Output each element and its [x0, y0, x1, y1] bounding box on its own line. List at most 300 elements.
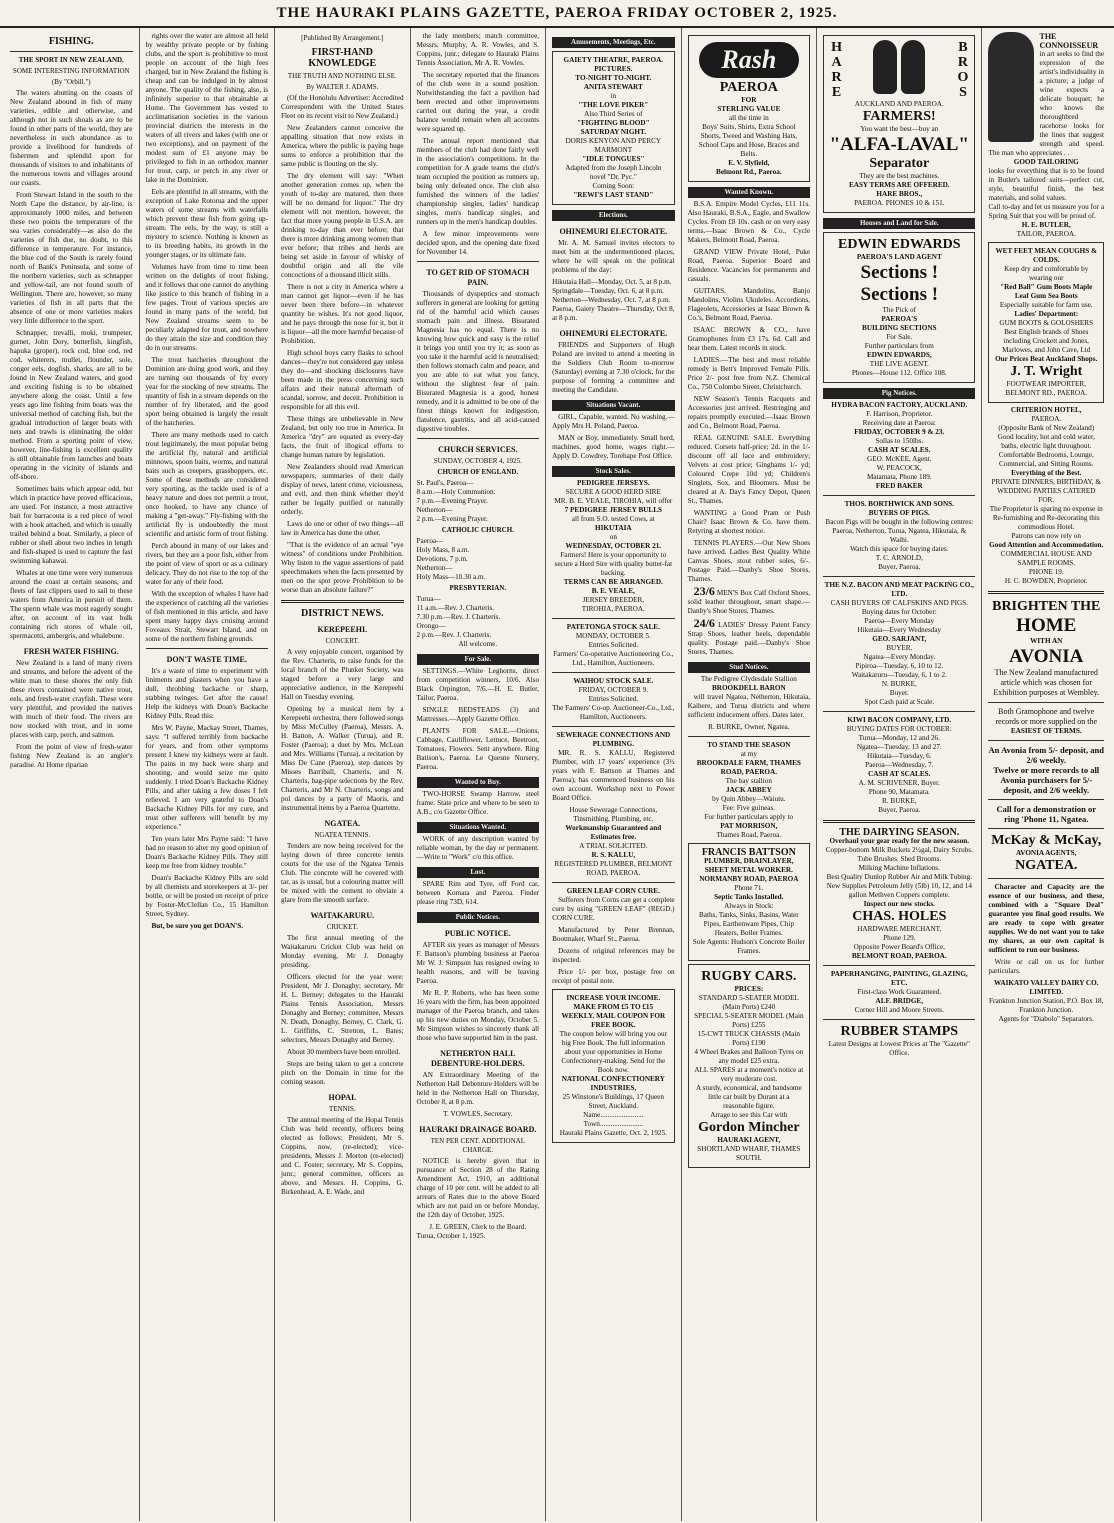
- notice-title: HAURAKI DRAINAGE BOARD.: [419, 1125, 537, 1134]
- ad-line: GEO. SARJANT,: [872, 635, 927, 643]
- notice-title: OHINEMURI ELECTORATE.: [559, 227, 668, 236]
- ad-line: Spot Cash paid at Scale.: [864, 698, 935, 706]
- ad-line: Belmont Rd., Paeroa.: [716, 168, 782, 176]
- ad-line: Ngatea—Tuesday, 13 and 27.: [856, 743, 942, 751]
- classified-heading: Houses and Land for Sale.: [823, 218, 975, 229]
- theatre-name: GAIETY THEATRE, PAEROA.: [563, 56, 664, 64]
- column-7: [817, 28, 982, 1521]
- ad-line: GEO. McKEE, Agent.: [867, 455, 932, 463]
- ad-line: For further particulars apply to: [704, 813, 794, 821]
- ad-line: PRICES:: [734, 985, 764, 993]
- ad-line: A TRIAL SOLICITED.: [579, 842, 648, 850]
- classified-ad: SINGLE BEDSTEADS (3) and Mattresses.—Apply Gazette Office.: [416, 706, 540, 723]
- ad-line: Coming Soon:: [592, 182, 635, 190]
- ad-line: THE LIVE AGENT.: [869, 360, 929, 368]
- paragraph: Officers elected for the year were: President, Mr J. Donaghy; secretary, Mr H. L. Berney; delegates to the Hauraki Plains Tennis Association, Messrs Donaghy and Berney; committee, Messrs N. Death, Donaghy, Berney, C. Clark, G. L. Griffiths, C. Stretton, L. Bates; selectors, Messrs Donaghy and Berney.: [281, 973, 404, 1044]
- paragraph: Eels are plentiful in all streams, with the exception of Lake Rotorua and the upper waters of some streams with waterfalls which prevent these fish from going up-stream. The eels, by the way, is still a mystery to science. Nothing is known as to its breeding habits, its growth in the younger stages, or its ultimate fate.: [145, 188, 269, 259]
- ad-line: Boys' Suits, Shirts, Extra School Shorts, Tweed and Washing Hats, School Caps and Hose, Braces and Belts.: [698, 123, 799, 158]
- ad-line: Latest Designs at Lowest Prices at The "Gazette" Office.: [828, 1040, 970, 1057]
- connoisseur-ad: [988, 32, 1104, 239]
- classified-heading: Public Notices.: [417, 912, 540, 923]
- ad-line: Arrage to see this Car with: [710, 1111, 788, 1119]
- section-heading: HOPAI.: [328, 1093, 357, 1102]
- ad-line: F. Harrison, Proprietor.: [866, 410, 933, 418]
- paragraph: There are many methods used to catch trout legitimately, the most popular being the artificial fly, natural and artificial minnows, spoon baits, worms, and natural baits such as creepers, grasshoppers, etc. Some of these methods are considered very sporting, as the tackle used is of a heavy nature and does not permit a trout, once hooked, to have any chance of making a "get-away." Fly-fishing with the artificial fly is undoubtedly the most scientific and artistic form of trout fishing.: [145, 431, 269, 538]
- ad-title: TO STAND THE SEASON: [707, 741, 791, 749]
- section-title: DISTRICT NEWS.: [300, 608, 384, 619]
- ad-title: THE CONNOISSEUR: [1039, 32, 1099, 50]
- ad-title: CRITERION HOTEL,: [1010, 406, 1082, 414]
- column-5: [546, 28, 682, 1521]
- ad-line: all the time in: [728, 114, 769, 122]
- column-3: [275, 28, 411, 1521]
- ad-line: Watch this space for buying dates.: [850, 545, 949, 553]
- ad-line: all from S.O. tested Cows, at: [571, 515, 655, 523]
- classified-ad: WANTING a Good Pram or Push Chair? Isaac Brown & Co. have them. Retyring at shortest notice.: [687, 509, 811, 535]
- service-line: Paeroa—: [416, 537, 444, 545]
- paragraph: the lady members; match committee, Messrs. Murphy, A. R. Vowles, and S. Coppins, junr.; delegate to Hauraki Plains Tennis Association, Mr A. R. Vowles.: [416, 32, 540, 67]
- pig-notices: [823, 401, 975, 815]
- notice-text: Mr R. P. Roberts, who has been some 16 years with the firm, has been appointed manager of the Paeroa branch, and takes up his new duties on Monday, October 5. Mr Simpson wishes to sincerely thank all those who have supported him in the past.: [416, 989, 540, 1042]
- classified-heading: Stud Notices.: [688, 662, 811, 673]
- ad-line: EASY TERMS ARE OFFERED.: [848, 181, 950, 189]
- ad-line: Ladies' Department:: [1014, 310, 1079, 318]
- ad-line: B. E. VEALE,: [591, 587, 635, 595]
- ad-line: FARMERS!: [862, 109, 936, 124]
- ad-line: MR. B. E. VEALE, TIROHIA, will offer: [554, 497, 673, 505]
- ad-line: Buyer, Paeroa.: [878, 806, 921, 814]
- ad-title: PATETONGA STOCK SALE.: [566, 623, 660, 631]
- ad-line: Ngatea—Every Monday.: [863, 653, 936, 661]
- ad-line: BUYING DATES FOR OCTOBER:: [846, 725, 952, 733]
- ad-line: SECURE A GOOD HERD SIRE: [565, 488, 661, 496]
- section-subheading: TENNIS.: [328, 1105, 356, 1113]
- paragraph: There is not a city in America where a man cannot get liquor—even if he has never been there before—in whatever quantity he wishes. It's not good liquor, and he pays through the nose for it, but it is liquor—all the more harmful because of Prohibition.: [281, 283, 404, 345]
- ad-text: Sufferers from Corns can get a complete cure by using "GREEN LEAF" (REGD.) CORN CURE.: [552, 896, 675, 922]
- section-subheading: NGATEA TENNIS.: [314, 831, 371, 839]
- ad-line: SHORTLAND WHARF, THAMES SOUTH.: [697, 1145, 801, 1162]
- ad-line: T. C. ARNOLD,: [875, 554, 923, 562]
- ad-line: They are the best machines.: [859, 172, 940, 180]
- ad-line: in: [610, 92, 617, 100]
- ad-line: BUILDING SECTIONS: [862, 324, 937, 332]
- column-6: [682, 28, 818, 1521]
- paragraph: A few minor improvements were decided upon, and the opening date fixed for November 14.: [416, 230, 540, 256]
- column-2: [140, 28, 276, 1521]
- theatre-ad: [552, 51, 675, 205]
- ad-line: Both Gramophone and twelve records or more supplied on the: [995, 707, 1098, 726]
- paragraph: Volumes have from time to time been written on the delights of trout fishing, and it follows that one cannot do anything like justice to this branch of fishing in a few pages. Trout of various species are found in many parts of the world, but New Zealand streams seem to be peculiarly adapted for trout, and nowhere do they attain the size and condition they do in our streams.: [145, 263, 269, 352]
- ad-line: "REWI'S LAST STAND": [573, 191, 654, 199]
- ad-line: Everything of the Best.: [1011, 469, 1082, 477]
- ad-line: Paeroa, Netherton, Turua, Ngatea, Hikutaia, & Waihi.: [832, 527, 967, 544]
- ad-line: N. BURKE,: [881, 680, 917, 688]
- paragraph: These things are unbelievable in New Zealand, but only too true in America. In America "dry" are equated as every-day facts, the fruit of illogical efforts to change human nature by legislation.: [281, 415, 404, 459]
- paragraph: (Of the Honolulu Advertiser: Accredited Correspondent with the United States Fleet on its recent visit to New Zealand.): [281, 94, 404, 120]
- service-line: 2 p.m.—Rev. J. Charteris.: [416, 631, 492, 639]
- ad-line: Inspect our new stocks.: [863, 900, 935, 908]
- ad-text: MR. R. S. KALLU, Registered Plumber, with 17 years' experience (3½ years with F. Battson at Thames and Paeroa), has commenced business on his own account. Workshop next to Power Board Office.: [552, 749, 675, 802]
- paragraph: But, be sure you get DOAN'S.: [151, 922, 244, 930]
- hare-bros-ad: [823, 35, 975, 213]
- classified-ad: TENNIS PLAYERS.—Our New Shoes have arrived. Ladies Best Quality White Canvas Shoes, stout rubber soles, 6/-. Postage Paid.—Danby's Shoe Stores, Thames.: [687, 539, 811, 583]
- ad-line: Phones—House 112. Office 108.: [851, 369, 947, 377]
- ad-line: E. V. Slyfield,: [728, 159, 770, 167]
- ad-line: CASH AT SCALES.: [868, 446, 931, 454]
- ad-text: Manufactured by Peter Brennan, Bootmaker, Wharf St., Paeroa.: [552, 926, 675, 943]
- section-heading: NGATEA.: [324, 819, 361, 828]
- paragraph: The first annual meeting of the Waitakaruru Cricket Club was held on Monday evening, Mr J. Donaghy presiding.: [281, 934, 404, 969]
- ad-line: BUYER.: [886, 644, 913, 652]
- column-8: [982, 28, 1110, 1521]
- section-heading: KEREPEEHI.: [317, 625, 368, 634]
- ad-line: Especially suitable for farm use.: [999, 301, 1093, 309]
- ad-line: The Pedigree Clydesdale Stallion: [700, 675, 797, 683]
- notice-subtitle: TEN PER CENT. ADDITIONAL CHARGE.: [430, 1137, 525, 1154]
- ad-line: WEDNESDAY, OCTOBER 21.: [565, 542, 662, 550]
- ad-line: BELMONT ROAD, PAEROA.: [851, 952, 947, 960]
- ad-line: First-class Work Guaranteed.: [857, 988, 942, 996]
- ad-line: CASH BUYERS OF CALFSKINS AND PIGS.: [830, 599, 968, 607]
- ad-line: Paeroa—Wednesday, 7.: [865, 761, 934, 769]
- ad-line: THOS. BORTHWICK AND SONS.: [844, 500, 954, 508]
- ad-line: FRED BAKER: [875, 482, 923, 490]
- ad-line: R. BURKE,: [882, 797, 917, 805]
- ad-line: R. BURKE, Owner, Ngatea.: [708, 723, 790, 731]
- rash-logo-text: Rash: [721, 45, 777, 74]
- ad-text: Price 1/- per box, postage free on receipt of postal note.: [552, 968, 675, 985]
- service-line: 2 p.m.—Evening Prayer.: [416, 515, 488, 523]
- ad-line: AVONIA: [1009, 646, 1084, 667]
- ad-line: Entries Solicited.: [588, 695, 639, 703]
- church-name: PRESBYTERIAN.: [449, 584, 507, 592]
- ad-line: HARDWARE MERCHANT,: [857, 925, 942, 933]
- ad-line: Gordon Mincher: [698, 1120, 800, 1135]
- ad-line: RUBBER STAMPS: [840, 1024, 959, 1039]
- notice-title: OHINEMURI ELECTORATE.: [559, 329, 668, 338]
- ad-line: REGISTERED PLUMBER, BELMONT ROAD, PAEROA.: [554, 860, 673, 877]
- criterion-hotel-ad: [988, 406, 1104, 586]
- ad-line: PAEROA. PHONES 10 & 151.: [854, 199, 945, 207]
- ad-line: JACK ABBEY: [725, 786, 772, 794]
- ad-line: BRIGHTEN THE: [992, 599, 1101, 614]
- paragraph: New Zealanders cannot conceive the appalling situation that now exists in America, where the public is paying huge sums to enforce a prohibition that the same public is flouting on the sly.: [281, 124, 404, 168]
- price: 24/6: [693, 616, 715, 630]
- service-line: 7.30 p.m.—Rev. J. Charteris.: [416, 613, 501, 621]
- service-line: Netherton—: [416, 564, 453, 572]
- service-line: Turua—: [416, 595, 441, 603]
- ad-line: "ALFA-LAVAL": [829, 134, 969, 155]
- ad-line: CASH AT SCALES.: [868, 770, 931, 778]
- paragraph: Ten years later Mrs Payne said: "I have had no reason to alter my good opinion of Doan's Backache Kidney Pills. They still keep me free from kidney trouble.": [145, 835, 269, 870]
- ad-line: 7 PEDIGREE JERSEY BULLS: [564, 506, 663, 514]
- service-line: 8 a.m.—Holy Communion.: [416, 488, 496, 496]
- ad-title: WAIHOU STOCK SALE.: [573, 677, 654, 685]
- notice-line: Springdale—Tuesday, Oct. 6, at 8 p.m.: [552, 287, 664, 295]
- dairying-ad: [823, 828, 975, 1058]
- ad-line: 25 Winstone's Buildings, 17 Queen Street, Auckland.: [562, 1093, 664, 1110]
- ad-line: Corner Hill and Moore Streets.: [854, 1006, 944, 1014]
- paragraph: High school boys carry flasks to school dances—they're not considered gay unless they do—and shocking disclosures have been made in the press concerning such affairs and their natural aftermath of scandal, sorrow, and deceit. Prohibition is responsible for all this evil.: [281, 349, 404, 411]
- column-4: [411, 28, 547, 1521]
- ad-line: PICTURES.: [594, 65, 633, 73]
- classified-ad: REAL GENUINE SALE. Everything reduced. Corsets half-price; 2d. in the 1/- discount off all lace and embroidery; Velvets at cost price; Ginghams 1/- yd; Coloured Crepe 10d yd; Children's Singlets, Sox, and Bloomers. Must be cleared at A. Day's Fancy Depot, Queen St., Thames.: [687, 434, 811, 505]
- classified-ad: WORK of any description wanted by reliable woman, by the day or permanent.—Write to "Work" c/o this office.: [416, 835, 540, 861]
- classified-ad: [687, 584, 811, 616]
- classified-ad: SETTINGS.—White Leghorns, direct from competition winners, 10/6. Also Black Orpington, 7/6.—H. E. Butler, Tailor, Paeroa.: [416, 667, 540, 702]
- ad-line: PAEROA: [719, 80, 778, 95]
- ad-line: MONDAY, OCTOBER 5.: [575, 632, 651, 640]
- ad-line: JERSEY BREEDER,: [582, 596, 645, 604]
- paragraph: From the point of view of fresh-water fishing New Zealand is an angler's paradise. At Home riparian: [10, 743, 133, 769]
- ad-line: HIKUTAIA: [595, 524, 632, 532]
- ad-line: (Opposite Bank of New Zealand): [998, 424, 1095, 432]
- price-line: STANDARD 5-SEATER MODEL (Main Ports) £240: [698, 994, 799, 1011]
- ad-line: Call for a demonstration or ring 'Phone 11, Ngatea.: [996, 804, 1096, 824]
- ad-line: Hikutaia—Every Wednesday: [857, 626, 942, 634]
- rabbit-icon: [901, 40, 925, 94]
- classified-heading: Elections.: [552, 210, 675, 221]
- stock-ad: [552, 479, 675, 614]
- battson-ad: [688, 843, 811, 961]
- notice-title: NETHERTON HALL DEBENTURE-HOLDERS.: [431, 1049, 525, 1068]
- ad-line: Farmers! Here is your opportunity to secure a Herd Sire with quality butter-fat backing.: [554, 551, 673, 577]
- ad-line: McKay & McKay,: [991, 833, 1102, 848]
- ad-line: MAKE FROM £5 TO £15 WEEKLY. MAIL COUPON FOR FREE BOOK.: [561, 1003, 666, 1029]
- paragraph: New Zealanders should read American newspapers, summaries of their daily display of news, latent crime, viciousness, and evil, and then think whether they'd rather be legally purified or naturally orderly.: [281, 463, 404, 516]
- ad-title: INCREASE YOUR INCOME.: [566, 994, 661, 1002]
- paragraph: From Stewart Island in the south to the North Cape the distance, by air-line, is approximately 1000 miles, and between these two points the temperature of the sea varies considerably—as also do the varieties of fish due, no doubt, to this difference in temperature. For instance, the blue cod of the South is rarely found north of Bank's Peninsula, and some of the northern varieties, such as schnapper and yellow-tail, are not found south of Wellington. There are, however, so many varieties of fish in all parts that the absence of one or more varieties makes very little difference to the sport.: [10, 191, 133, 325]
- classified-ad: [687, 616, 811, 657]
- classified-heading: Lost.: [417, 867, 540, 878]
- notice-text: AN Extraordinary Meeting of the Netherton Hall Debenture Holders will be held in the Netherton Hall on Thursday, October 8, at 8 p.m.: [416, 1071, 540, 1106]
- classified-ad: LADIES.—The best and most reliable remedy is Bett's Improved Female Pills. Price 2/- post free from N.Z. Chemical Co., 750 Colombo Street, Christchurch.: [687, 356, 811, 391]
- notice-signature: T. VOWLES, Secretary.: [443, 1110, 513, 1118]
- ad-line: Matamata, Phone 189.: [866, 473, 932, 481]
- paragraph: Steps are being taken to get a concrete pitch on the Domain in time for the coming season.: [281, 1060, 404, 1086]
- ad-line: TAILOR, PAEROA.: [1016, 230, 1076, 238]
- ad-line: Good Attention and Accommodation.: [989, 541, 1104, 549]
- ad-line: DORIS KENYON AND PERCY MARMONT: [565, 137, 662, 154]
- article-subtitle: THE TRUTH AND NOTHING ELSE.: [287, 72, 397, 80]
- ad-title: GREEN LEAF CORN CURE.: [566, 887, 660, 895]
- ad-line: "THE LOVE PIKER": [578, 101, 649, 109]
- paragraph: Schnapper, trevalli, moki, trumpeter, gurnet, John Dory, butterfish, kingfish, hapuka (groper), rock cod, blue cod, red cod, whiterers, mullet, flounder, sole, conger eels, dogfish, sharks, are all to be found in New Zealand waters, and good and exciting fishing is to be obtained anywhere along the coast. Until a few years ago line fishing from boats was the universal method of catching fish, but the gradual introduction of larger boats with nets and trawls is eliminating the older method. From a sporting point of view, however, line-fishing is excellent quality is still obtainable from launches and boats operating in the vicinity of islands and off-shore.: [10, 329, 133, 481]
- classified-ad: PLANTS FOR SALE.—Onions, Cabbage, Cauliflower, Lettuce, Beetroot, Tomatoes, Flowers. Sent anywhere. Ring Batison's, Paeroa. Le Quesne Nursery, Paeroa.: [416, 727, 540, 771]
- ad-line: Overhaul your gear ready for the new season.: [829, 837, 970, 845]
- ad-line: ALL SPARES at a moment's notice at very moderate cost.: [694, 1066, 804, 1083]
- ad-line: The Proprietor is sparing no expense in Re-furnishing and Re-decorating this commodious Hotel.: [989, 505, 1103, 531]
- article-title: FIRST-HAND KNOWLEDGE: [308, 47, 377, 69]
- ad-line: Phone 129.: [883, 934, 916, 942]
- notice-line: Paeroa, Gaiety Theatre—Thursday, Oct 8, at 8 p.m.: [552, 305, 675, 322]
- ad-line: Bacon Pigs will be bought in the following centres:: [825, 518, 974, 526]
- paragraph: Doan's Backache Kidney Pills are sold by all chemists and storekeepers at 3/- per bottle, or will be posted on receipt of price by Foster-McClellan Co., 15 Hamilton Street, Sydney.: [145, 874, 269, 918]
- ad-line: Best English brands of Shoes including Crockett and Jones, Marlowes, and John Cave, Ltd: [1002, 328, 1091, 354]
- ad-title: SEWERAGE CONNECTIONS AND PLUMBING.: [556, 731, 671, 748]
- paragraph: Laws do one or other of two things—all law in America has done the other.: [281, 520, 404, 537]
- ad-line: PAEROA'S: [881, 315, 918, 323]
- section-heading: CHURCH SERVICES.: [438, 445, 518, 454]
- ad-line: HAURAKI AGENT,: [717, 1136, 781, 1144]
- ad-line: STERLING VALUE: [717, 105, 781, 113]
- ad-line: H. E. BUTLER,: [1021, 221, 1071, 229]
- ad-line: An Avonia from 5/- deposit, and 2/6 weekly.: [988, 745, 1104, 765]
- notice-text: NOTICE is hereby given that in pursuance of Section 28 of the Rating Amendment Act, 1910, an additional charge of 10 per cent. will be added to all arrears of Rates due to the above Board which are not paid on or before Monday, the 12th day of October, 1925.: [416, 1157, 540, 1219]
- byline: (By "Orbill."): [51, 78, 91, 86]
- ad-line: Hikutaia—Tuesday, 6.: [867, 752, 932, 760]
- ad-line: WITH AN: [1030, 637, 1063, 645]
- ad-line: FOR: [741, 96, 757, 104]
- ad-title: PEDIGREE JERSEYS.: [576, 479, 650, 487]
- service-line: Orongo—: [416, 622, 446, 630]
- ad-line: ANITA STEWART: [583, 83, 643, 91]
- ad-line: Separator: [869, 156, 930, 171]
- ad-line: FRIDAY, OCTOBER 9 & 23.: [854, 428, 945, 436]
- ad-line: SATURDAY NIGHT.: [580, 128, 647, 136]
- ad-line: by Quin Abbey—Waiutu.: [712, 795, 786, 803]
- ad-line: KIWI BACON COMPANY, LTD.: [847, 716, 952, 724]
- ad-line: The bay stallion: [725, 777, 772, 785]
- ad-line: H. C. BOWDEN, Proprietor.: [1004, 577, 1088, 585]
- paragraph: Whales at one time were very numerous around the coast at certain seasons, and fleets of fast clippers used to sail to these waters from America in pursuit of them. The sperm whale was most eagerly sought after, on account of its vast bulk containing rich stores of whale oil, spermacetti, ambergris, and whalebone.: [10, 569, 133, 640]
- hare-logo-text: HARE: [829, 40, 845, 100]
- avonia-ad: [988, 599, 1104, 874]
- paragraph: A very enjoyable concert, organised by the Rev. Charteris, to raise funds for the local branch of the Plunket Society, was staged before a very large and appreciative audience, in the Kerepeehi Hall on Tuesday evening.: [281, 648, 404, 701]
- ad-title: THE DAIRYING SEASON.: [839, 827, 960, 838]
- classified-heading: Situations Vacant.: [552, 400, 675, 411]
- ad-line: 4 Wheel Brakes and Balloon Tyres on any model £25 extra.: [694, 1048, 804, 1065]
- coupon-field: Name........................: [583, 1111, 644, 1119]
- ad-line: BUYERS OF PIGS.: [868, 509, 930, 517]
- ad-line: The Farmers' Co-op. Auctioneer-Co., Ltd., Hamilton, Auctioneers.: [552, 704, 675, 721]
- price-line: 15-CWT TRUCK CHASSIS (Main Ports) £190: [697, 1030, 800, 1047]
- notice-text: AFTER six years as manager of Messrs F. Battson's plumbing business at Paeroa Mr W. J. Simpson has resigned owing to health reasons, and will be leaving Paeroa.: [416, 941, 540, 985]
- ad-text: Dozens of original references may be inspected.: [552, 947, 675, 964]
- ad-line: Septic Tanks Installed.: [714, 893, 784, 901]
- ad-line: The coupon below will bring you our big Free Book. The full information about your opportunities in Home Confectionery-making. Send for the Book now.: [559, 1030, 668, 1074]
- service-line: Holy Mass—10.30 a.m.: [416, 573, 486, 581]
- ad-line: TO-NIGHT TO-NIGHT.: [575, 74, 652, 82]
- ad-text: Write or call on us for further particulars.: [988, 958, 1105, 975]
- ad-text: MEN'S Box Calf Oxford Shoes, solid leather throughout, smart shape.—Danby's Shoe Stores, Thames.: [687, 589, 811, 615]
- price-line: SPECIAL 5-SEATER MODEL (Main Ports) £255: [694, 1012, 804, 1029]
- ad-line: The New Zealand manufactured article which was chosen for Exhibition purposes at Wembley.: [993, 668, 1100, 697]
- ad-line: TERMS CAN BE ARRANGED.: [563, 578, 663, 586]
- ad-line: BROOKDALE FARM, THAMES ROAD, PAEROA.: [696, 759, 801, 776]
- ad-text: looks for everything that is to be found in Butler's tailored suits—perfect cut, style, beautiful finish, the best materials, and solid values.: [988, 167, 1105, 202]
- service-line: 7 p.m.—Evening Prayer.: [416, 497, 488, 505]
- paragraph: rights over the water are almost all held by wealthy private people or by fishing clubs, and the sport is prohibitive to most people on account of the high fees charged, but in New Zealand the fishing is cheap and can be indulged in by almost anyone. The quality of the fishing, also, is infinitely superior to that obtainable at Home. The Government has vested to acclimatisation societies in the various provincial districts the interests in the waters of all rivers and lakes (with one or two exceptions), and on payment of the modest sum of £1 anyone may be privileged to fish in an orthodox manner for trout, carp, or perch in any river or lake in the Dominion.: [145, 32, 269, 184]
- ad-line: Always in Stock:: [724, 902, 774, 910]
- rash-ad: [688, 35, 811, 182]
- ad-line: HOME: [1016, 615, 1077, 636]
- ad-line: The Pick of: [882, 306, 917, 314]
- church-name: CATHOLIC CHURCH.: [441, 526, 514, 534]
- ad-line: EDWIN EDWARDS,: [866, 351, 932, 359]
- paragraph: It's a waste of time to experiment with liniments and plasters when you have a dull, throbbing backache or sharp, stabbing twinges. Get after the cause! Help the kidneys with Doan's Backache Kidney Pills. Read this:: [145, 667, 269, 720]
- ad-line: You want the best—buy an: [860, 125, 939, 133]
- paragraph: Sometimes baits which appear odd, but which in practice have proved efficacious, are used. For instance, a most attractive bait for barracouta is a red piece of wool with a hook attached, and which is usually trailed behind a boat. Similarly, a piece of rubber or shell about two inches in length and fish-shaped is used to capture the fast swimming kahawai.: [10, 485, 133, 565]
- notice-signature: J. E. GREEN, Clerk to the Board.: [429, 1223, 527, 1231]
- paragraph: The annual report mentioned that members of the club had done fairly well in the association's competitions. In the competition for A grade teams the club's team occupied the position as runners up, being only defeated once. The club also furnished the winners of the ladies' championship singles, ladies' handicap singles, men's handicap singles, and runners up in the men's handicap doubles.: [416, 137, 540, 226]
- ad-line: House Sewerage Connections, Tinsmithing, Plumbing, etc.: [569, 806, 658, 823]
- byline: By WALTER J. ADAMS.: [306, 83, 379, 91]
- classified-ad: GUITARS, Mandolins, Banjo Mandolins, Violins Ukuleles. Accordions, Flageolets, Accessories at Isaac Brown & Co.'s, Belmont Road, Paeroa.: [687, 287, 811, 322]
- paragraph: The waters abutting on the coasts of New Zealand abound in fish of many varieties, edible and otherwise, and although not in such shoals as are to be found in other parts of the world, they are nevertheless in such abundance as to provide a livelihood for hundreds of fishermen and splendid sport for thousands of visitors to and inhabitants of the numerous towns and villages around our coasts.: [10, 89, 133, 187]
- ad-line: Patrons can now rely on: [1011, 532, 1081, 540]
- ad-line: Buyer, Paeroa.: [878, 563, 921, 571]
- price: 23/6: [693, 584, 715, 598]
- rugby-cars-ad: [688, 964, 811, 1168]
- service-line: St. Paul's, Paeroa—: [416, 479, 474, 487]
- rash-logo: [699, 42, 800, 78]
- ad-line: Sections !: [860, 284, 939, 305]
- ad-line: Comfortable Bedrooms, Lounge, Commercial, and Sitting Rooms.: [998, 451, 1094, 468]
- ad-text: LADIES' Dressy Patent Fancy Strap Shoes, leather heels, dependable quality. Postage paid.—Danby's Shoe Stores, Thames.: [687, 621, 811, 656]
- church-date: SUNDAY, OCTOBER 4, 1925.: [433, 457, 522, 465]
- ad-line: PRIVATE DINNERS, BIRTHDAY, & WEDDING PARTIES CATERED FOR.: [991, 478, 1101, 504]
- classified-ad: TWO-HORSE Swamp Harrow, steel frame. State price and where to be seen to A.B., c/o Gazette Office.: [416, 790, 540, 816]
- classified-heading: Stock Sales.: [552, 466, 675, 477]
- ad-line: CHAS. HOLES: [852, 909, 947, 924]
- columns: [0, 28, 1114, 1521]
- ad-line: Copper-bottom Milk Buckets 2½gal, Dairy Scrubs. Tube Brushes. Shed Brooms.: [825, 846, 973, 863]
- ad-line: FOOTWEAR IMPORTER, BELMONT RD., PAEROA.: [1005, 380, 1088, 397]
- ad-line: Good locality, hot and cold water, baths, electric light throughout.: [997, 433, 1095, 450]
- ad-line: PAPERHANGING, PAINTING, GLAZING, ETC.: [830, 970, 968, 987]
- service-line: Holy Mass, 8 a.m.: [416, 546, 470, 554]
- ad-line: Pipiroa—Tuesday, 6, 10 to 12.: [855, 662, 944, 670]
- classified-heading: Wanted Known.: [688, 187, 811, 198]
- section-heading: WAITAKARURU.: [310, 911, 375, 920]
- tailored-man-illustration: [988, 32, 1034, 142]
- ad-line: Opposite Power Board's Office,: [853, 943, 945, 951]
- ad-line: Frankton Junction Station, P.O. Box 18, Frankton Junction.: [989, 997, 1104, 1014]
- ad-line: EDWIN EDWARDS: [838, 237, 961, 252]
- notice-line: Hikutaia Hall—Monday, Oct. 5, at 8 p.m.: [552, 278, 672, 286]
- ad-line: Buyer.: [889, 689, 909, 697]
- paragraph: The annual meeting of the Hopai Tennis Club was held recently, officers being elected as follows: President, Mr S. Coppins, now, (re-elected); vice-presidents, Messrs J. Morton (re-elected) and C. Foster; secretary, Mr S. Coppins, junr.; general committee, officers as above, and Messrs. H. Coppins, G. Birkenhead, A. E. Wade, and: [281, 1116, 404, 1196]
- ad-line: W. PEACOCK,: [876, 464, 922, 472]
- ad-line: HARE BROS.,: [876, 190, 923, 198]
- ad-line: Keep dry and comfortable by wearing our: [1004, 265, 1089, 282]
- classified-heading: Situations Wanted.: [417, 822, 540, 833]
- ad-line: AVONIA AGENTS,: [1016, 849, 1077, 857]
- note: [Published By Arrangement.]: [301, 34, 384, 42]
- coupon-ad: [552, 989, 675, 1143]
- hare-bros-header: [828, 40, 970, 100]
- paragraph: The trout hatcheries throughout the Dominion are doing good work, and they are turning out thousands of fry every year for the stocking of new streams. The quantity of fish in a stream depends on the number of fry liberated, and the good sport being obtained is largely the result of the hatcheries.: [145, 356, 269, 427]
- ad-line: Our Prices Beat Auckland Shops.: [995, 355, 1098, 363]
- section-subheading: CRICKET.: [326, 923, 358, 931]
- notice-date: Turua, October 1, 1925.: [416, 1232, 486, 1240]
- ad-line: PAT MORRISON,: [720, 822, 778, 830]
- paragraph: The secretary reported that the finances of the club were in a sound position. Notwithstanding the fact a pavilion had been erected and other improvements carried out during the year, a credit balance would remain when all accounts were squared up.: [416, 71, 540, 133]
- ad-text: Call to-day and let us measure you for a Spring Suit that you will be proud of.: [988, 203, 1105, 220]
- ad-line: Entries Solicited.: [588, 641, 639, 649]
- ad-line: ALF. BRIDGE,: [875, 997, 924, 1005]
- ad-line: TIROHIA, PAEROA.: [581, 605, 645, 613]
- ad-line: Hauraki Plains Gazette, Oct. 2, 1925.: [559, 1129, 667, 1137]
- ad-line: Turua—Monday, 12 and 26.: [858, 734, 940, 742]
- ad-line: A sturdy, economical, and handsome little car built by Durant at a reasonable figure.: [695, 1084, 802, 1110]
- church-name: CHURCH OF ENGLAND.: [437, 468, 519, 476]
- section-heading: FRESH WATER FISHING.: [23, 647, 119, 656]
- ad-line: Sections !: [860, 262, 939, 283]
- ad-line: HYDRA BACON FACTORY, AUCKLAND.: [831, 401, 968, 409]
- ad-line: Waitakaruru—Tuesday, 6, 1 to 2.: [851, 671, 947, 679]
